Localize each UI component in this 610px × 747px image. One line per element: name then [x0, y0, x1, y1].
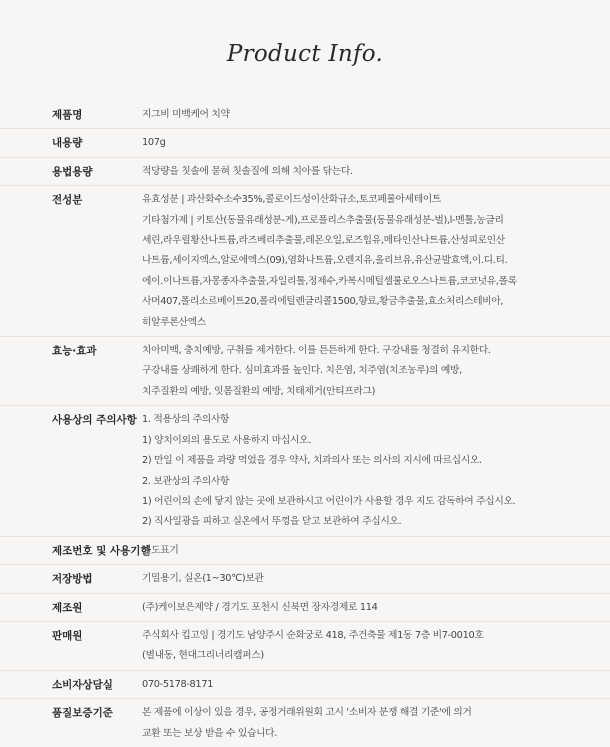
info-value-line: 기밀용기, 실온(1~30℃)보관: [142, 573, 264, 585]
info-value: [142, 341, 567, 402]
info-value-line: 적당량을 칫솔에 묻혀 칫솔질에 의해 치아를 닦는다.: [142, 165, 353, 177]
info-value-line: 나트륨,세이지엑스,알로에엑스(09),염화나트륨,오렌지유,올리브유,유산균발효액,이.디.티.: [142, 255, 508, 267]
info-value-line: 1. 적용상의 주의사항: [142, 414, 230, 426]
info-value-line: 치아미백, 충치예방, 구취를 제거한다. 이를 튼튼하게 한다. 구강내를 청결히 유지한다.: [142, 345, 491, 357]
product-info-table: [0, 101, 610, 747]
info-value-line: 2) 직사일광을 피하고 실온에서 뚜껑을 닫고 보관하여 주십시오.: [142, 516, 402, 528]
info-label: 전성분: [52, 194, 83, 207]
info-label: 저장방법: [52, 573, 93, 586]
info-value: [142, 410, 567, 532]
info-label: 제품명: [52, 109, 83, 121]
info-row-storage: [0, 564, 610, 592]
info-value-line: 유효성분 | 과산화수소수35%,콜로이드성이산화규소,토코페롤아세테이트: [142, 194, 442, 206]
info-value: [142, 133, 567, 153]
info-value-line: 세린,라우릴황산나트륨,라즈베리추출물,레몬오일,로즈힙유,메타인산나트륨,산성피로인산: [142, 235, 505, 247]
info-value-line: 1) 어린이의 손에 닿지 않는 곳에 보관하시고 어린이가 사용할 경우 지도 감독하여 주십시오.: [142, 495, 516, 507]
info-label: 내용량: [52, 137, 83, 150]
info-label: 소비자상담실: [52, 678, 113, 691]
info-value: [142, 626, 567, 667]
info-row-lot-expiry: [0, 536, 610, 564]
info-value-line: 2. 보관상의 주의사항: [142, 475, 230, 487]
info-row-customer-service: [0, 670, 610, 698]
info-value: [142, 541, 567, 561]
info-value: [142, 703, 567, 744]
info-row-quality-guarantee: [0, 698, 610, 747]
info-value: [142, 675, 567, 695]
info-label: 사용상의 주의사항: [52, 414, 137, 427]
info-value: [142, 598, 567, 618]
info-value: [142, 190, 567, 333]
info-label: 용법용량: [52, 165, 93, 178]
info-value-line: 히알루론산엑스: [142, 316, 206, 328]
info-label: 효능·효과: [52, 345, 97, 358]
info-value-line: 구강내를 상쾌하게 한다. 심미효과를 높인다. 치은염, 치주염(치조농루)의 예방,: [142, 365, 462, 377]
info-row-manufacturer: [0, 593, 610, 621]
info-value-line: 2) 만일 이 제품을 과량 먹었을 경우 약사, 치과의사 또는 의사의 지시에 따르십시오.: [142, 455, 482, 467]
info-value-line: 1) 양치이외의 용도로 사용하지 마십시오.: [142, 434, 311, 446]
info-value-line: 에이.이나트륨,자몽종자추출물,자일리톨,정제수,카복시메틸셀룰로오스나트륨,코코넛유,폴록: [142, 275, 517, 287]
info-value-line: (주)케이보은제약 / 경기도 포천시 신북면 장자경제로 114: [142, 601, 378, 613]
info-row-ingredients: [0, 185, 610, 336]
info-label: 제조번호 및 사용기한: [52, 544, 151, 557]
info-label: 품질보증기준: [52, 707, 113, 720]
info-value-line: 본 제품에 이상이 있을 경우, 공정거래위원회 고시 '소비자 분쟁 해결 기준'에 의거: [142, 707, 472, 719]
info-row-precautions: [0, 405, 610, 535]
info-row-product-name: [0, 101, 610, 128]
info-value-line: 치주질환의 예방, 잇몸질환의 예방, 치태제거(안티프라그): [142, 385, 376, 397]
info-value: [142, 162, 567, 182]
info-value: [142, 105, 567, 125]
page-title: Product Info.: [226, 41, 384, 67]
info-value-line: 107g: [142, 137, 166, 149]
info-label: 제조원: [52, 601, 83, 614]
info-value-line: 지그비 미백케어 치약: [142, 109, 230, 120]
info-label: 판매원: [52, 629, 83, 642]
info-value-line: (별내동, 현대그리너리캠퍼스): [142, 650, 264, 662]
info-value-line: 별도표기: [142, 544, 179, 556]
info-value-line: 기타첨가제 | 키토산(동물유래성분-게),프로폴리스추출물(동물유래성분-벌),l-멘톨,농글리: [142, 214, 504, 226]
info-value-line: 사머407,폴리소르베이트20,폴리에틸렌글리콜1500,향료,황금추출물,효소처리스테비아,: [142, 296, 504, 308]
info-row-usage: [0, 157, 610, 185]
info-row-distributor: [0, 621, 610, 670]
info-row-efficacy: [0, 336, 610, 405]
info-value: [142, 569, 567, 589]
info-row-volume: [0, 128, 610, 156]
info-value-line: 교환 또는 보상 받을 수 있습니다.: [142, 727, 278, 739]
info-value-line: 070-5178-8171: [142, 678, 214, 690]
info-value-line: 주식회사 킵고잉 | 경기도 남양주시 순화궁로 418, 주건축물 제1동 7층 비7-0010호: [142, 629, 484, 641]
